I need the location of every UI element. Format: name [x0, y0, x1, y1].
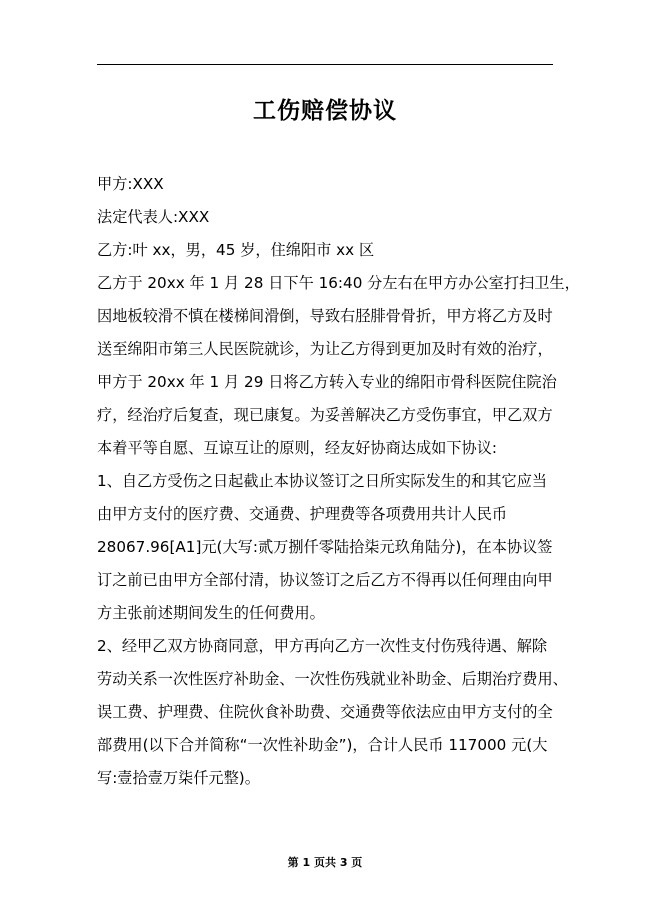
document-title: 工伤赔偿协议: [253, 98, 397, 124]
clause-1-line: 1、自乙方受伤之日起截止本协议签订之日所实际发生的和其它应当: [97, 472, 548, 490]
clause-2-line: 部费用(以下合并简称“一次性补助金”)，合计人民币 117000 元(大: [97, 736, 548, 754]
body-line: 因地板较滑不慎在楼梯间滑倒，导致右胫腓骨骨折，甲方将乙方及时: [97, 307, 553, 325]
party-a-line: 甲方:XXX: [97, 175, 164, 193]
clause-2-line: 误工费、护理费、住院伙食补助费、交通费等依法应由甲方支付的全: [97, 703, 553, 721]
clause-1-line: 方主张前述期间发生的任何费用。: [97, 604, 325, 622]
clause-2-line: 劳动关系一次性医疗补助金、一次性伤残就业补助金、后期治疗费用、: [97, 670, 568, 688]
clause-1-line: 由甲方支付的医疗费、交通费、护理费等各项费用共计人民币: [97, 505, 508, 523]
header-rule: [97, 64, 553, 65]
document-body: [97, 168, 580, 795]
clause-2-line: 2、经甲乙双方协商同意，甲方再向乙方一次性支付伤残待遇、解除: [97, 637, 548, 655]
clause-1-line: 订之前已由甲方全部付清，协议签订之后乙方不得再以任何理由向甲: [97, 571, 553, 589]
body-line: 送至绵阳市第三人民医院就诊，为让乙方得到更加及时有效的治疗，: [97, 340, 553, 358]
clause-1-line: 28067.96[A1]元(大写:贰万捌仟零陆拾柒元玖角陆分)，在本协议签: [97, 538, 553, 556]
party-b-line: 乙方:叶 xx，男，45 岁，住绵阳市 xx 区: [97, 241, 375, 259]
legal-representative-line: 法定代表人:XXX: [97, 208, 210, 226]
body-line: 疗，经治疗后复查，现已康复。为妥善解决乙方受伤事宜，甲乙双方: [97, 406, 553, 424]
page-number-footer: 第 1 页共 3 页: [287, 856, 363, 869]
clause-2-line: 写:壹拾壹万柒仟元整)。: [97, 769, 260, 787]
body-line: 甲方于 20xx 年 1 月 29 日将乙方转入专业的绵阳市骨科医院住院治: [97, 373, 557, 391]
body-line: 本着平等自愿、互谅互让的原则，经友好协商达成如下协议:: [97, 439, 497, 457]
body-line: 乙方于 20xx 年 1 月 28 日下午 16:40 分左右在甲方办公室打扫卫生，: [97, 274, 580, 292]
